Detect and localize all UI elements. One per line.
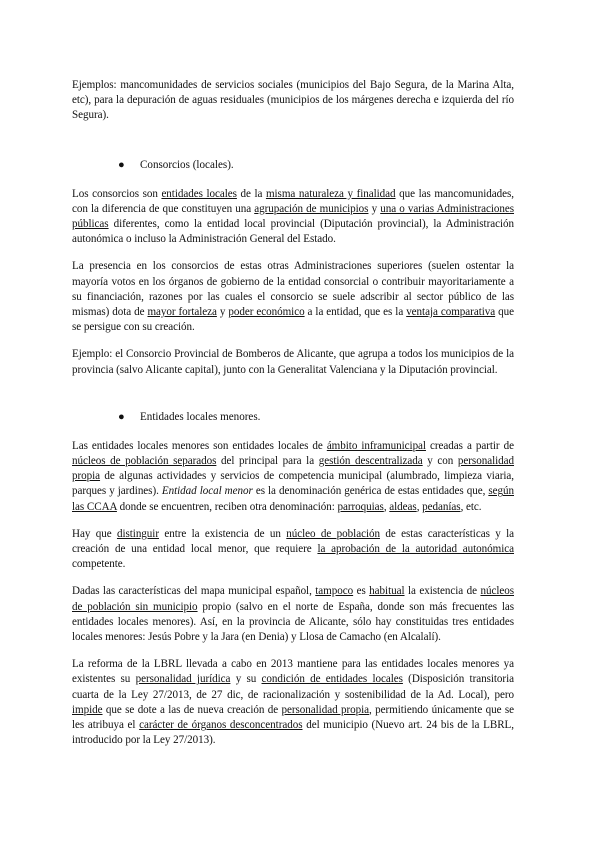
bullet-entidades-menores — [72, 410, 514, 425]
paragraph-entidades-menores-definition: Las entidades locales menores son entidades locales de ámbito inframunicipal creadas a partir de núcleos de población separados del principal para la gestión descentralizada y con personalidad propia de algunas actividades y servicios de competencia municipal (alumbrado, limpieza viaria, parques y jardines). Entidad local menor es la denominación genérica de estas entidades que, según las CCAA donde se encuentren, reciben otra denominación: parroquias, aldeas, pedanías, etc. — [72, 439, 515, 513]
bullet-dot-icon: ● — [118, 158, 125, 171]
bullet-label: Entidades locales menores. — [140, 410, 261, 423]
bullet-label: Consorcios (locales). — [140, 158, 234, 171]
paragraph-consorcios-definition: Los consorcios son entidades locales de la misma naturaleza y finalidad que las mancomunidades, con la diferencia de que constituyen una agrupación de municipios y una o varias Administraciones públicas diferentes, como la entidad local provincial (Diputación provincial), la Administración autonómica o incluso la Administración General del Estado. — [72, 187, 515, 246]
bullet-dot-icon: ● — [118, 410, 125, 423]
paragraph-reforma-lbrl: La reforma de la LBRL llevada a cabo en 2013 mantiene para las entidades locales menores ya existentes su personalidad jurídica y su condición de entidades locales (Disposición transitoria cuarta de la Ley 27/2013, de 27 dic, de racionalización y sostenibilidad de la Ad. Local), pero impide que se dote a las de nueva creación de personalidad propia, permitiendo únicamente que se les atribuya el carácter de órganos desconcentrados del municipio (Nuevo art. 24 bis de la LBRL, introducido por la Ley 27/2013). — [72, 658, 514, 747]
paragraph-consorcio-example: Ejemplo: el Consorcio Provincial de Bomberos de Alicante, que agrupa a todos los municipios de la provincia (salvo Alicante capital), junto con la Generalitat Valenciana y la Diputación provincial. — [72, 348, 514, 376]
bullet-consorcios — [72, 158, 514, 173]
paragraph-consorcios-presencia: La presencia en los consorcios de estas otras Administraciones superiores (suelen ostentar la mayoría votos en los órganos de gobierno de la entidad consorcial o contribuir mayoritariamente a su financiación, razones por las cuales el consorcio se suele adscribir al sector público de las mismas) dota de mayor fortaleza y poder económico a la entidad, que es la ventaja comparativa que se persigue con su creación. — [72, 260, 514, 334]
paragraph-distinguir: Hay que distinguir entre la existencia de un núcleo de población de estas características y la creación de una entidad local menor, que requiere la aprobación de la autoridad autonómica competente. — [72, 527, 515, 571]
paragraph-mancomunidades-examples: Ejemplos: mancomunidades de servicios sociales (municipios del Bajo Segura, de la Marina Alta, etc), para la depuración de aguas residuales (municipios de los márgenes derecha e izquierda del río Segura). — [72, 79, 514, 122]
paragraph-mapa-municipal: Dadas las características del mapa municipal español, tampoco es habitual la existencia de núcleos de población sin municipio propio (salvo en el norte de España, donde son más frecuentes las entidades locales menores). Así, en la provincia de Alicante, sólo hay constituidas tres entidades locales menores: Jesús Pobre y la Jara (en Denia) y Llosa de Camacho (en Alcalalí). — [72, 585, 515, 644]
